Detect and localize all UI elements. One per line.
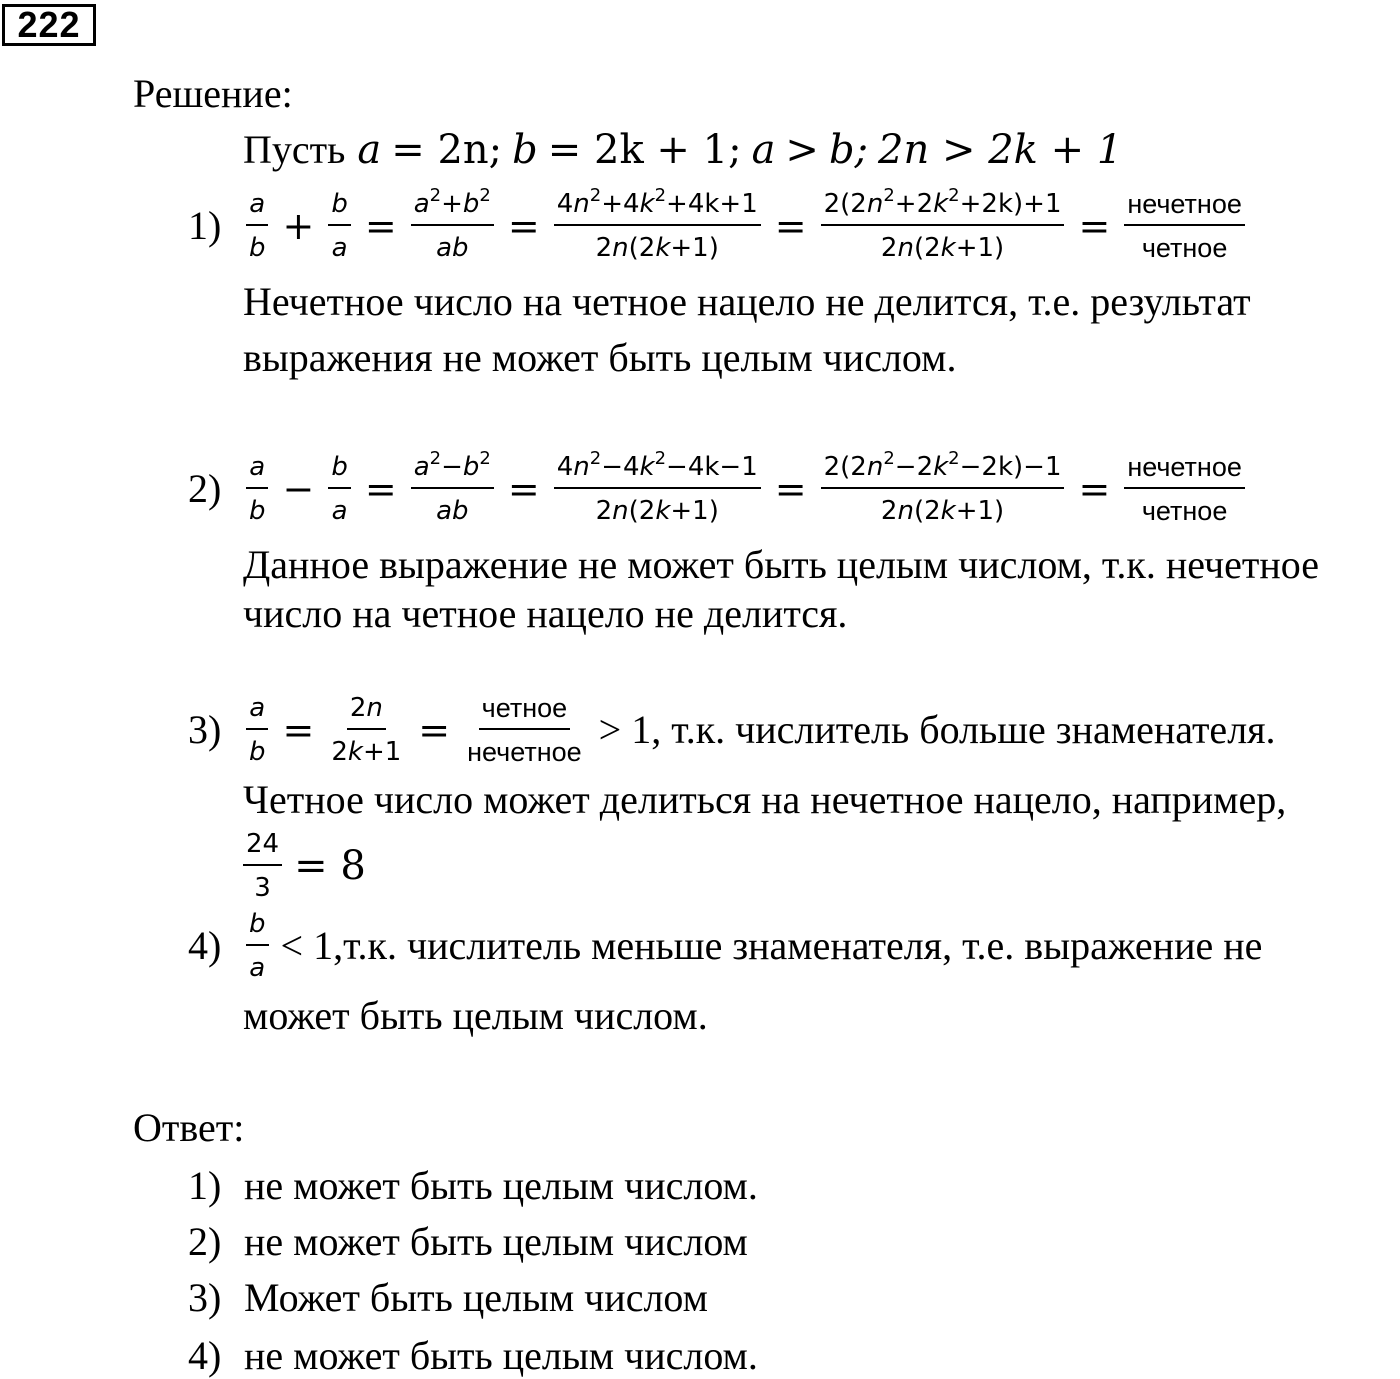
operator-minus: −	[282, 467, 315, 511]
solution-label: Решение:	[133, 71, 293, 116]
fraction-parity: $\frac{\text{нечетное}}{\text{четное}}$	[1124, 451, 1245, 527]
example-result: = 8	[294, 843, 366, 889]
fraction-a-over-b: $\frac{a}{b}$	[246, 451, 269, 527]
let-text: Пусть	[243, 127, 346, 172]
step-2-label: 2)	[188, 466, 222, 511]
equals: =	[507, 204, 540, 248]
let-eq1: = 2n;	[391, 127, 503, 173]
answer-item-1: 1) не может быть целым числом.	[188, 1163, 758, 1208]
fraction-2n-over-2k1: $\frac{2n}{2k+1}$	[331, 693, 402, 767]
fraction-b-over-a: $\frac{b}{a}$	[328, 451, 351, 527]
fraction-b-over-a: $\frac{b}{a}$	[328, 188, 351, 264]
let-b2: b;	[828, 127, 869, 173]
fraction-b-over-a: $\frac{b}{a}$	[246, 908, 269, 984]
answer-label: Ответ:	[133, 1105, 245, 1150]
step-3-tail: > 1, т.к. числитель больше знаменателя.	[598, 707, 1276, 752]
let-rest: 2n > 2k + 1	[878, 127, 1123, 173]
equals: =	[774, 467, 807, 511]
equals: =	[282, 708, 315, 752]
step-4-formula	[188, 906, 1262, 986]
fraction-expanded: $\frac{4n^2-4k^2-4k-1}{2n(2k+1)}$	[554, 451, 761, 527]
let-line	[243, 128, 1122, 172]
fraction-expanded: $\frac{4n^2+4k^2+4k+1}{2n(2k+1)}$	[554, 188, 761, 264]
answer-item-3: 3) Может быть целым числом	[188, 1275, 708, 1320]
equals: =	[774, 204, 807, 248]
step-1-explanation-line-1: Нечетное число на четное нацело не делится, т.е. результат	[243, 279, 1251, 324]
step-2-formula	[188, 449, 1247, 529]
fraction-a-over-b: $\frac{a}{b}$	[246, 188, 269, 264]
operator-plus: +	[282, 204, 315, 248]
step-3-label: 3)	[188, 707, 222, 752]
let-b: b	[512, 127, 538, 173]
step-1-formula	[188, 186, 1247, 266]
step-1-explanation-line-2: выражения не может быть целым числом.	[243, 335, 957, 380]
let-gt: >	[785, 127, 819, 173]
equals: =	[364, 204, 397, 248]
fraction-a-over-b: $\frac{a}{b}$	[246, 692, 269, 768]
fraction-24-over-3: $\frac{24}{3}$	[243, 828, 282, 904]
fraction-factored: $\frac{2(2n^2+2k^2+2k)+1}{2n(2k+1)}$	[821, 188, 1065, 264]
let-a: a	[357, 127, 382, 173]
step-4-tail: < 1,т.к. числитель меньше знаменателя, т.е. выражение не	[280, 923, 1263, 968]
let-a2: a	[751, 127, 776, 173]
equals: =	[507, 467, 540, 511]
let-eq2: = 2k + 1;	[547, 127, 742, 173]
fraction-diff-squares: $\frac{a^2-b^2}{ab}$	[411, 451, 494, 527]
step-3-example	[241, 826, 366, 906]
equals: =	[418, 708, 451, 752]
fraction-sum-squares: $\frac{a^2+b^2}{ab}$	[411, 188, 494, 264]
equals: =	[1078, 467, 1111, 511]
answer-item-2: 2) не может быть целым числом	[188, 1219, 748, 1264]
step-2-explanation-line-1: Данное выражение не может быть целым числом, т.к. нечетное	[243, 542, 1319, 587]
fraction-parity: $\frac{\text{четное}}{\text{нечетное}}$	[467, 693, 582, 767]
answer-item-4: 4) не может быть целым числом.	[188, 1333, 758, 1378]
step-2-explanation-line-2: число на четное нацело не делится.	[243, 591, 848, 636]
step-1-label: 1)	[188, 203, 222, 248]
fraction-factored: $\frac{2(2n^2-2k^2-2k)-1}{2n(2k+1)}$	[821, 451, 1065, 527]
step-4-label: 4)	[188, 923, 222, 968]
problem-number: 222	[2, 4, 96, 46]
fraction-parity: $\frac{\text{нечетное}}{\text{четное}}$	[1124, 188, 1245, 264]
step-3-formula	[188, 690, 1276, 770]
equals: =	[364, 467, 397, 511]
step-3-explanation-line-1: Четное число может делиться на нечетное нацело, например,	[243, 777, 1287, 822]
equals: =	[1078, 204, 1111, 248]
step-4-explanation-line-1: может быть целым числом.	[243, 993, 708, 1038]
